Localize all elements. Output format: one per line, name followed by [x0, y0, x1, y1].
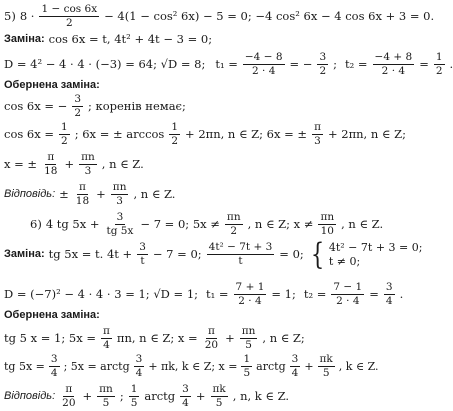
p5-case2-post: + 2πn, n ∈ Z; [327, 126, 406, 141]
p6-eq-num3: πn [318, 212, 336, 225]
p6-r2-den2: 4 [135, 367, 143, 380]
p6-r1-frac3 [240, 326, 258, 351]
p5-eq-frac [39, 4, 99, 29]
p5-t2-den: 2 · 4 [381, 65, 406, 78]
p5-ans-den2: 3 [116, 195, 123, 208]
p5-sub-eq: cos 6x = t, 4t² + 4t − 3 = 0; [48, 32, 213, 46]
p5-t2-num: −4 + 8 [373, 52, 415, 65]
p5-t1-frac2 [317, 52, 328, 77]
p5-t2-num2: 1 [434, 52, 445, 65]
p6-sys1: 4t² − 7t + 3 = 0; [328, 241, 423, 255]
p6-r2-mid3: arctg [256, 360, 286, 374]
p5-t2-frac2 [434, 52, 445, 77]
p5-x-frac2 [79, 152, 97, 177]
p6-system-brace: { [310, 236, 324, 272]
p5-ans-num1: π [77, 182, 88, 195]
p5-t1-num: −4 − 8 [243, 52, 285, 65]
p6-sub-den: t [140, 255, 145, 268]
p5-reverse-label: Обернена заміна: [4, 79, 100, 91]
p5-case2-frac [59, 122, 70, 147]
p5-eq-den: 2 [65, 17, 73, 30]
p6-r1-den3: 5 [245, 339, 252, 352]
p6-eq-mid: − 7 = 0; 5x ≠ [140, 216, 220, 231]
p5-eq-rest: − 4(1 − cos² 6x) − 5 = 0; −4 cos² 6x − 4 cos 6x + 3 = 0. [104, 8, 435, 23]
p5-case2-den2: 2 [171, 135, 179, 148]
p6-r2-frac3 [241, 354, 252, 379]
p6-r2-line [4, 354, 379, 379]
p6-eq-num2: πn [225, 212, 243, 225]
p6-answer-label: Відповідь: [4, 390, 56, 403]
p6-r2-frac5 [318, 354, 335, 379]
p5-ans-frac2 [111, 182, 129, 207]
p6-r1-mid2: + [225, 330, 235, 345]
p6-r1-post: , n ∈ Z; [262, 330, 305, 345]
p6-ans-num5: πk [211, 384, 228, 397]
p6-ans-mid2: ; [119, 388, 124, 403]
p6-discriminant-line [4, 282, 403, 307]
p5-disc: D = 4² − 4 · 4 · (−3) = 64; √D = 8; [4, 56, 206, 71]
p6-r2-post: , k ∈ Z. [338, 360, 379, 374]
p6-eq-den: tg 5x [106, 225, 134, 238]
p6-r1-num2: π [206, 326, 217, 339]
p6-r2-frac4 [290, 354, 301, 379]
p6-sub-den2: t [238, 255, 243, 268]
p5-substitution-line [4, 34, 212, 46]
p6-system [308, 236, 423, 272]
p6-r2-num5: πk [318, 354, 335, 367]
p5-x-den2: 3 [84, 165, 92, 178]
p5-t1-num2: 3 [317, 52, 328, 65]
p5-case2-num: 1 [59, 122, 70, 135]
p5-t1-frac [243, 52, 285, 77]
p5-t2-frac [373, 52, 415, 77]
p6-r1-frac2 [203, 326, 220, 351]
p5-case2-frac3 [312, 122, 323, 147]
p6-r1-num: π [101, 326, 112, 339]
p5-case2-num2: 1 [169, 122, 180, 135]
p6-ans-frac5 [211, 384, 228, 409]
p6-eq-den2: 2 [230, 225, 238, 238]
p6-t2-num2: 3 [384, 282, 395, 295]
p6-eq-frac2 [225, 212, 243, 237]
p6-sub-frac [137, 242, 148, 267]
p6-system-lines [329, 242, 423, 267]
p6-r2-num2: 3 [134, 354, 145, 367]
p6-t1-post: = 1; [271, 286, 296, 301]
p6-marker: 6) [30, 216, 42, 231]
p6-sub-mid: − 7 = 0; [152, 246, 202, 261]
p5-ans-num2: πn [111, 182, 129, 195]
p5-case2-mid2: + 2πn, n ∈ Z; 6x = ± [185, 126, 308, 141]
p6-r2-pre: tg 5x = [4, 360, 45, 374]
p6-t2-frac [331, 282, 364, 307]
p5-ans-frac1 [74, 182, 91, 207]
p5-case1-line [4, 94, 186, 119]
p5-ans-pre: ± [59, 186, 69, 201]
p6-t2-pre: t₂ = [303, 286, 327, 301]
p6-eq-pre: 4 tg 5x + [45, 216, 100, 231]
p6-r2-den3: 5 [243, 367, 251, 380]
p6-r1-frac [101, 326, 112, 351]
p6-r2-mid2: + πk, k ∈ Z; x = [148, 360, 238, 374]
p6-ans-den1: 20 [62, 397, 76, 410]
p5-case2-num3: π [312, 122, 323, 135]
p6-ans-num2: πn [97, 384, 115, 397]
p6-r2-den5: 5 [322, 367, 330, 380]
p6-sub-num: 3 [137, 242, 148, 255]
p5-answer-label: Відповідь: [4, 188, 56, 201]
p5-x-line [4, 152, 144, 177]
p6-r1-den2: 20 [204, 339, 219, 352]
p6-t2-den: 2 · 4 [336, 295, 360, 308]
p6-eq-num: 3 [115, 212, 126, 225]
p6-t2-mid: = [369, 286, 379, 301]
p6-t2-frac2 [384, 282, 395, 307]
p5-case2-den3: 3 [314, 135, 321, 148]
p6-t1-num: 7 + 1 [234, 282, 267, 295]
p5-x-mid: + [64, 156, 75, 171]
p5-case1-num: 3 [72, 94, 83, 107]
p5-t2-den2: 2 [435, 65, 443, 78]
p6-ans-den4: 4 [182, 397, 189, 410]
p5-x-post: , n ∈ Z. [101, 156, 144, 171]
p5-ans-den1: 18 [75, 195, 90, 208]
p5-case2-pre: cos 6x = [4, 126, 55, 141]
p5-case1-post: ; коренів немає; [88, 98, 186, 113]
p6-r1-num3: πn [240, 326, 258, 339]
p6-eq-den3: 10 [320, 225, 334, 238]
p5-sub-label: Заміна: [4, 33, 45, 46]
p6-r2-frac2 [134, 354, 145, 379]
p5-x-num2: πn [79, 152, 97, 165]
p5-eq-num: 1 − cos 6x [39, 4, 99, 17]
p5-x-num1: π [45, 152, 56, 165]
p5-discriminant-line [4, 52, 453, 77]
p6-sub-post: = 0; [279, 246, 304, 261]
p6-r2-mid: ; 5x = arctg [63, 360, 130, 374]
p6-eq-frac [105, 212, 136, 237]
p5-t2-post: . [449, 56, 453, 71]
p5-equation-line [4, 4, 434, 29]
p6-r2-frac [49, 354, 60, 379]
p6-t2-post: . [399, 286, 404, 301]
p6-t1-pre: t₁ = [206, 286, 229, 301]
p6-sub-frac2 [207, 242, 275, 267]
p6-ans-frac1 [60, 384, 77, 409]
p6-ans-den2: 5 [102, 397, 110, 410]
p6-reverse-label: Обернена заміна: [4, 309, 100, 321]
p5-case1-den: 2 [74, 107, 81, 120]
p5-t1-pre: t₁ = [215, 56, 238, 71]
p6-r1-pre: tg 5 x = 1; 5x = [4, 330, 96, 345]
p5-t1-post: ; [333, 56, 338, 71]
p6-r2-mid4: + [304, 360, 314, 374]
p5-t1-den: 2 · 4 [252, 65, 276, 78]
p6-ans-num1: π [63, 384, 74, 397]
p5-case1-pre: cos 6x = − [4, 98, 68, 113]
p6-r2-num: 3 [49, 354, 60, 367]
p6-equation-line [30, 212, 383, 237]
p6-ans-mid: + [82, 388, 93, 403]
p5-t1-den2: 2 [319, 65, 327, 78]
p6-ans-num3: 1 [129, 384, 140, 397]
p6-r2-num3: 1 [241, 354, 252, 367]
p5-eq-pre: 8 · [19, 8, 35, 23]
p6-ans-frac4 [180, 384, 191, 409]
p6-sys2: t ≠ 0; [328, 255, 361, 269]
p6-ans-num4: 3 [180, 384, 191, 397]
p5-x-pre: x = ± [4, 156, 38, 171]
p6-answer-line [4, 384, 289, 409]
p6-ans-mid3: arctg [144, 388, 176, 403]
p5-t2-pre: t₂ = [345, 56, 368, 71]
p6-ans-post: , n, k ∈ Z. [232, 388, 290, 403]
p5-ans-mid: + [96, 186, 106, 201]
p6-eq-frac3 [318, 212, 336, 237]
p6-eq-post: , n ∈ Z. [341, 216, 384, 231]
p5-case2-line [4, 122, 406, 147]
p6-r2-den: 4 [50, 367, 58, 380]
p5-t1-mid: = − [289, 56, 313, 71]
p6-ans-den3: 5 [130, 397, 138, 410]
p6-sub-eq: tg 5x = t. 4t + [48, 246, 133, 261]
p5-answer-line [4, 182, 175, 207]
p6-ans-frac3 [129, 384, 140, 409]
p6-sub-label: Заміна: [4, 248, 45, 261]
p6-r1-line [4, 326, 305, 351]
p5-case2-den: 2 [61, 135, 68, 148]
p5-ans-post: , n ∈ Z. [133, 186, 176, 201]
p6-ans-mid4: + [195, 388, 206, 403]
p6-r1-mid: πn, n ∈ Z; x = [116, 330, 198, 345]
p6-r2-den4: 4 [291, 367, 299, 380]
p6-eq-mid2: , n ∈ Z; x ≠ [247, 216, 314, 231]
p6-r2-num4: 3 [290, 354, 301, 367]
p6-r1-den: 4 [103, 339, 110, 352]
p5-case2-mid: ; 6x = ± arccos [74, 126, 165, 141]
p5-x-frac1 [42, 152, 59, 177]
p5-case1-frac [72, 94, 83, 119]
p6-t1-frac [234, 282, 267, 307]
p6-t1-den: 2 · 4 [238, 295, 262, 308]
p5-x-den1: 18 [44, 165, 58, 178]
p5-marker: 5) [4, 8, 16, 23]
p5-t2-mid: = [419, 56, 429, 71]
p6-reverse-label-line [4, 310, 100, 321]
p5-case2-frac2 [169, 122, 180, 147]
p6-sub-num2: 4t² − 7t + 3 [207, 242, 275, 255]
p6-substitution-line [4, 236, 423, 272]
p6-ans-frac2 [97, 384, 115, 409]
p6-t2-num: 7 − 1 [331, 282, 364, 295]
p6-t2-den2: 4 [385, 295, 393, 308]
p5-reverse-label-line [4, 80, 100, 91]
p6-disc: D = (−7)² − 4 · 4 · 3 = 1; √D = 1; [4, 286, 199, 301]
p6-ans-den5: 5 [215, 397, 223, 410]
